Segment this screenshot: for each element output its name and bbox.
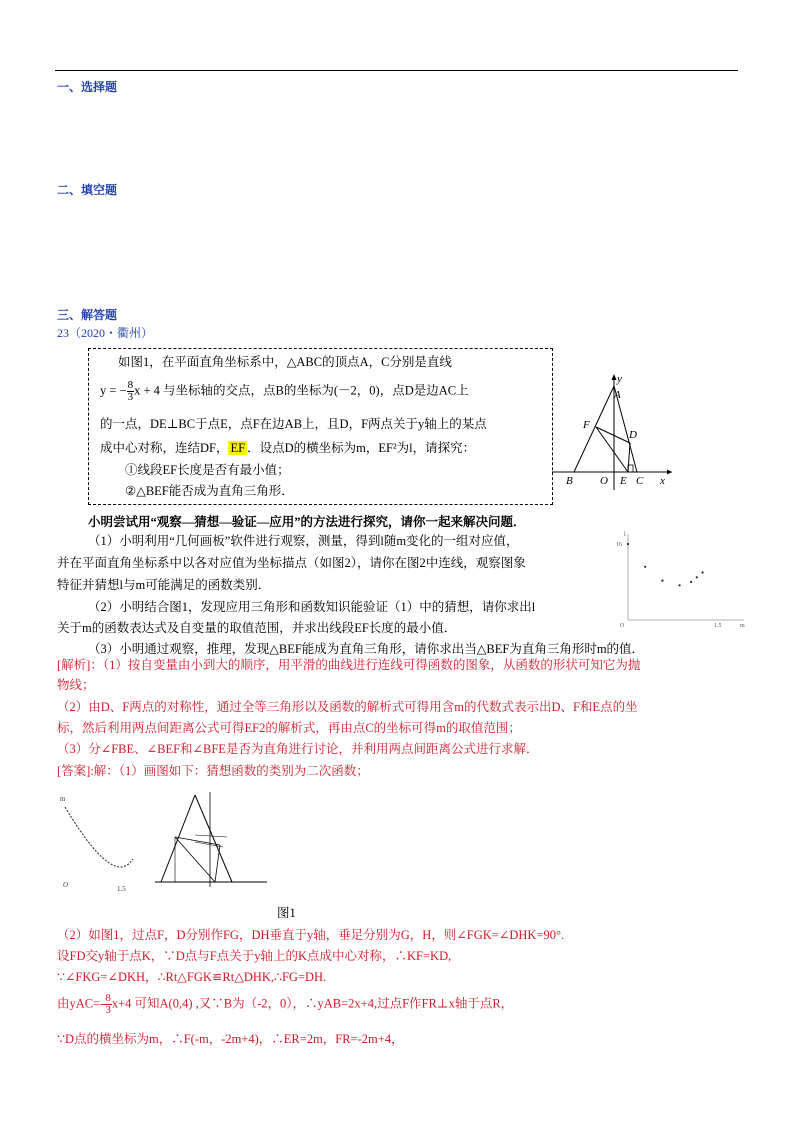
analysis-line-4: 标，然后利用两点间距离公式可得EF2的解析式，再由点C的坐标可得m的取值范围； [57,721,521,735]
fig2-point-6 [701,571,703,573]
problem-source: 23（2020・衢州） [57,326,154,340]
fig2-points [627,543,704,587]
fig2-point-1 [644,566,646,568]
section-choice-heading: 一、选择题 [57,80,118,94]
q3-line-1: （3）小明通过观察，推理，发现△BEF能成为直角三角形，请你求出当△BEF为直角三角形时m的值． [88,642,645,656]
solution-line-4-pre: 由yAC=- [57,996,105,1011]
ans-fig-label-o: O [63,881,69,889]
q1-line-2: 并在平面直角坐标系中以各对应值为坐标描点（如图2），请你在图2中连线，观察图象 [57,556,526,570]
box-fraction-den: 3 [127,391,134,403]
box-line-3: 的一点，DE⊥BC于点E，点F在边AB上，且D，F两点关于y轴上的某点 [100,417,487,431]
fig1-label-c: C [636,475,644,487]
solution-line-5: ∵D点的横坐标为m，∴F(-m，-2m+4)，∴ER=2m，FR=-2m+4， [57,1032,404,1046]
analysis-line-3: （2）由D、F两点的对称性，通过全等三角形以及函数的解析式可得用含m的代数式表示出D、F和E点的坐 [57,700,638,714]
fig2-point-0 [627,543,629,545]
box-line-4-post: ．设点D的横坐标为m，EF²为l，请探究： [247,441,476,455]
box-fraction-num: 8 [127,379,134,391]
ans-fig-segment-fg [195,835,227,837]
fig1-label-f: F [583,419,590,431]
intro-line: 小明尝试用“观察—猜想—验证—应用”的方法进行探究，请你一起来解决问题． [88,515,526,529]
fig2-label-m: m [740,623,745,628]
section-fill-heading: 二、填空题 [57,183,118,197]
highlighted-ef: EF [230,441,246,455]
fig1-x-arrow [667,470,672,475]
fig2-tick-15: 1.5 [714,623,722,628]
fig2-label-l: l [624,532,626,538]
section-solve-heading: 三、解答题 [57,308,118,322]
fig1-label-e: E [620,475,627,487]
ans-fig-side-ac [195,795,232,882]
q2-line-2: 关于m的函数表达式及自变量的取值范围，并求出线段EF长度的最小值． [57,621,457,635]
fig2-point-3 [679,584,681,586]
figure-1-triangle [552,370,682,490]
box-line-6: ②△BEF能否成为直角三角形． [125,484,294,498]
fig2-point-2 [661,580,663,582]
ans-fig-label-x: 1.5 [117,885,126,893]
fig1-y-arrow [612,374,617,380]
fig2-point-5 [696,576,698,578]
fig1-label-o: O [600,475,608,487]
fig1-label-b: B [566,475,573,487]
analysis-line-2: 物线； [57,678,95,692]
figure-2-scatter [610,528,750,628]
fig1-side-ab [574,386,614,472]
fig2-point-4 [690,581,692,583]
solution-line-3: ∵∠FKG=∠DKH，∴Rt△FGK≌Rt△DHK,∴FG=DH. [57,970,327,984]
box-line-2 [100,380,469,403]
fig1-segment-ef [596,427,628,472]
solution-fraction [104,993,112,1016]
ans-fig-parabola [65,807,133,867]
ans-fig-segment-de [215,845,220,882]
answer-figure-caption: 图1 [277,906,296,920]
analysis-line-1: [解析]：（1）按自变量由小到大的顺序，用平滑的曲线进行连线可得函数的图象，从函数的形状可知它为抛 [57,658,641,672]
fig1-label-y: y [617,373,622,385]
solution-line-4 [57,993,513,1016]
box-line-4-pre: 成中心对称，连结DF， [100,441,229,455]
top-rule [55,70,738,71]
solution-fraction-den: 3 [105,1004,111,1016]
box-line-5: ①线段EF长度是否有最小值； [125,463,290,477]
box-line-4 [100,439,475,458]
q1-line-1: （1）小明利用“几何画板”软件进行观察，测量，得到l随m变化的一组对应值， [88,534,519,548]
fig1-label-a: A [614,389,621,401]
fig2-label-origin: O [620,623,625,628]
solution-fraction-num: 8 [105,992,111,1004]
q2-line-1: （2）小明结合图1，发现应用三角形和函数知识能验证（1）中的猜想，请你求出l [88,600,536,614]
ans-fig-side-ab [161,795,195,882]
fig1-label-d: D [629,429,637,441]
box-fraction [127,380,135,403]
solution-line-2: 设FD交y轴于点K，∵D点与F点关于y轴上的K点成中心对称，∴KF=KD, [57,949,452,963]
ans-fig-segment-ef [175,837,215,882]
fig1-label-x: x [660,475,665,487]
box-line-2-post: x + 4 与坐标轴的交点，点B的坐标为(－2，0)，点D是边AC上 [134,383,469,398]
q1-line-3: 特征并猜想l与m可能满足的函数类别． [57,578,271,592]
fig2-tick-16: 16 [616,542,622,548]
ans-fig-label-m: m [60,795,66,803]
analysis-line-5: （3）分∠FBE、∠BEF和∠BFE是否为直角进行讨论，并利用两点间距离公式进行求解． [57,742,539,756]
box-line-2-pre: y = − [100,383,127,398]
box-line-1: 如图1，在平面直角坐标系中，△ABC的顶点A，C分别是直线 [118,355,452,369]
solution-line-4-post: x+4 可知A(0,4) ,又∵B为（-2，0），∴yAB=2x+4,过点F作FR⊥x轴于点R， [111,996,514,1011]
answer-figure [55,787,270,897]
answer-line-1: [答案]:解：（1）画图如下：猜想函数的类别为二次函数； [57,764,369,778]
solution-line-1: （2）如图1，过点F，D分别作FG，DH垂直于y轴，垂足分别为G，H，则∠FGK=∠DHK=90°. [57,928,565,942]
